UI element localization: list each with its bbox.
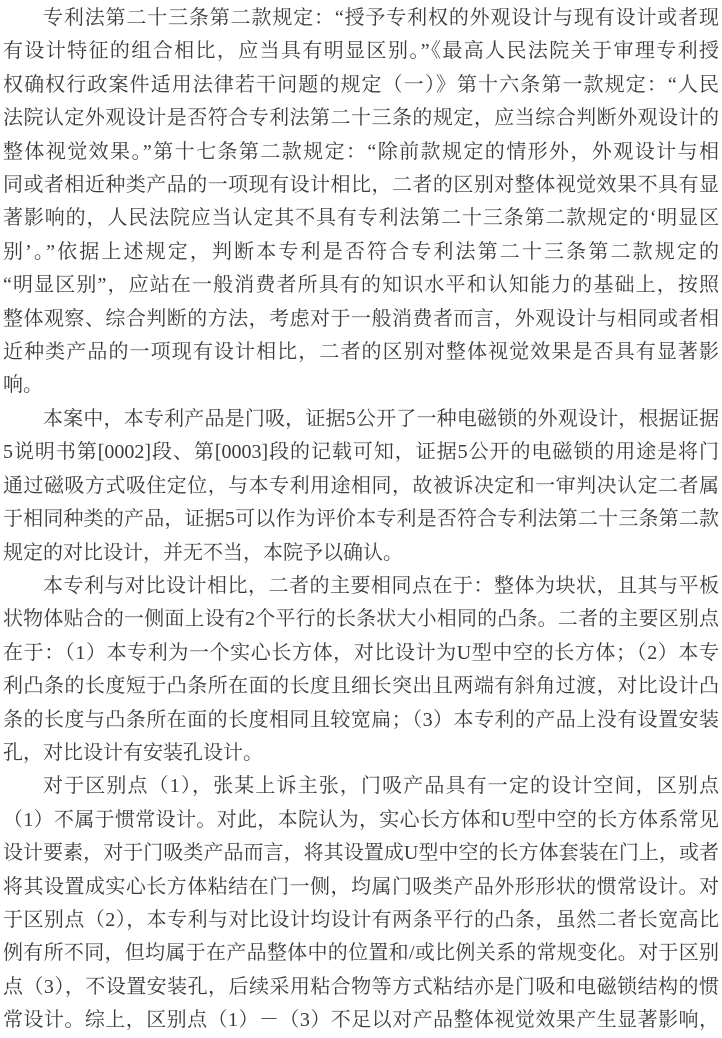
text-line: 整体视觉效果。”第十七条第二款规定：“除前款规定的情形外，外观设计与相 — [3, 140, 719, 163]
text-line: 对于区别点（1），张某上诉主张，门吸产品具有一定的设计空间，区别点 — [43, 775, 719, 798]
text-line: 孔，对比设计有安装孔设计。 — [3, 741, 263, 764]
document-body — [3, 2, 719, 1038]
text-line: 法院认定外观设计是否符合专利法第二十三条的规定，应当综合判断外观设计的 — [3, 107, 719, 130]
text-line: 有设计特征的组合相比，应当具有明显区别。”《最高人民法院关于审理专利授 — [3, 40, 719, 63]
paragraph-1 — [3, 2, 719, 403]
text-line: “明显区别”，应站在一般消费者所具有的知识水平和认知能力的基础上，按照 — [3, 274, 719, 297]
text-line: 通过磁吸方式吸住定位，与本专利用途相同，故被诉决定和一审判决认定二者属 — [3, 474, 719, 497]
text-line: 权确权行政案件适用法律若干问题的规定（一）》第十六条第一款规定：“人民 — [3, 73, 719, 96]
text-line: 将其设置成实心长方体粘结在门一侧，均属门吸类产品外形形状的惯常设计。对 — [3, 875, 719, 898]
text-line: 著影响的，人民法院应当认定其不具有专利法第二十三条第二款规定的‘明显区 — [3, 207, 719, 230]
text-line: 状物体贴合的一侧面上设有2个平行的长条状大小相同的凸条。二者的主要区别点 — [3, 608, 719, 631]
text-line: 利凸条的长度短于凸条所在面的长度且细长突出且两端有斜角过渡，对比设计凸 — [3, 675, 719, 698]
text-line: 5说明书第[0002]段、第[0003]段的记载可知，证据5公开的电磁锁的用途是将门 — [3, 441, 719, 464]
text-line: （1）不属于惯常设计。对此，本院认为，实心长方体和U型中空的长方体系常见 — [3, 808, 719, 831]
paragraph-3 — [3, 570, 719, 770]
text-line: 近种类产品的一项现有设计相比，二者的区别对整体视觉效果是否具有显著影 — [3, 341, 719, 364]
text-line: 别’。”依据上述规定，判断本专利是否符合专利法第二十三条第二款规定的 — [3, 240, 719, 263]
text-line: 于区别点（2），本专利与对比设计均设计有两条平行的凸条，虽然二者长宽高比 — [3, 908, 719, 931]
text-line: 整体观察、综合判断的方法，考虑对于一般消费者而言，外观设计与相同或者相 — [3, 307, 719, 330]
text-line: 响。 — [3, 374, 43, 397]
text-line: 点（3），不设置安装孔，后续采用粘合物等方式粘结亦是门吸和电磁锁结构的惯 — [3, 975, 719, 998]
text-line: 常设计。综上，区别点（1）－（3）不足以对产品整体视觉效果产生显著影响， — [3, 1009, 719, 1032]
text-line: 本专利与对比设计相比，二者的主要相同点在于：整体为块状，且其与平板 — [43, 574, 719, 597]
paragraph-2 — [3, 403, 719, 570]
text-line: 于相同种类的产品，证据5可以作为评价本专利是否符合专利法第二十三条第二款 — [3, 508, 719, 531]
text-line: 在于：（1）本专利为一个实心长方体，对比设计为U型中空的长方体；（2）本专 — [3, 641, 719, 664]
text-line: 例有所不同，但均属于在产品整体中的位置和/或比例关系的常规变化。对于区别 — [3, 942, 719, 965]
text-line: 同或者相近种类产品的一项现有设计相比，二者的区别对整体视觉效果不具有显 — [3, 174, 719, 197]
text-line: 专利法第二十三条第二款规定：“授予专利权的外观设计与现有设计或者现 — [43, 7, 719, 29]
text-line: 本案中，本专利产品是门吸，证据5公开了一种电磁锁的外观设计，根据证据 — [43, 407, 719, 430]
paragraph-4 — [3, 770, 719, 1037]
text-line: 设计要素，对于门吸类产品而言，将其设置成U型中空的长方体套装在门上，或者 — [3, 842, 719, 865]
text-line: 规定的对比设计，并无不当，本院予以确认。 — [3, 541, 403, 564]
text-line: 条的长度与凸条所在面的长度相同且较宽扁；（3）本专利的产品上没有设置安装 — [3, 708, 719, 731]
